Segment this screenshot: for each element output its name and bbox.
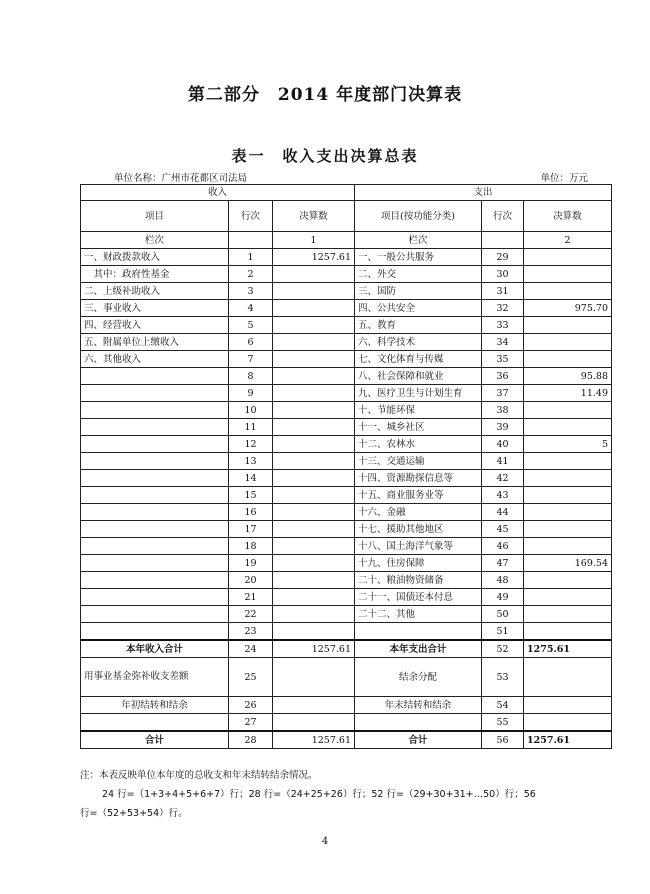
income-item-cell	[81, 521, 229, 538]
income-rowno-cell: 1	[229, 249, 273, 266]
col-blank	[482, 232, 524, 249]
expense-item-cell: 十一、城乡社区	[355, 419, 482, 436]
note-line-1: 注：本表反映单位本年度的总收支和年末结转结余情况。	[80, 770, 318, 781]
income-amount-cell	[273, 334, 355, 351]
expense-item-cell: 本年支出合计	[355, 640, 482, 658]
expense-item-cell: 十九、住房保障	[355, 555, 482, 572]
expense-amount-cell	[524, 453, 612, 470]
income-amount-cell	[273, 436, 355, 453]
expense-amount-cell: 975.70	[524, 300, 612, 317]
table-row	[81, 453, 612, 470]
income-rowno-cell: 21	[229, 589, 273, 606]
income-amount-cell	[273, 368, 355, 385]
income-item-cell: 用事业基金弥补收支差额	[81, 658, 229, 697]
note-line-3: 行=（52+53+54）行。	[80, 808, 188, 819]
income-amount-cell	[273, 385, 355, 402]
income-amount-cell	[273, 572, 355, 589]
table-row	[81, 436, 612, 453]
income-amount-cell	[273, 487, 355, 504]
income-amount-cell	[273, 538, 355, 555]
income-item-cell	[81, 504, 229, 521]
table-row	[81, 300, 612, 317]
table-row	[81, 419, 612, 436]
table-row	[81, 368, 612, 385]
expense-amount-cell	[524, 283, 612, 300]
table-title: 表一 收入支出决算总表	[231, 147, 419, 165]
expense-item-cell: 结余分配	[355, 658, 482, 697]
expense-rowno-cell: 46	[482, 538, 524, 555]
expense-rowno-cell: 42	[482, 470, 524, 487]
col-blank	[229, 232, 273, 249]
expense-rowno-cell: 29	[482, 249, 524, 266]
col-number-2: 2	[524, 232, 612, 249]
income-item-cell: 二、上级补助收入	[81, 283, 229, 300]
blank-row	[81, 714, 612, 732]
income-item-cell: 六、其他收入	[81, 351, 229, 368]
expense-rowno-cell: 45	[482, 521, 524, 538]
table-row	[81, 283, 612, 300]
part-title: 第二部分 2014 年度部门决算表	[187, 85, 463, 105]
expense-rowno-cell: 33	[482, 317, 524, 334]
expense-item-cell: 十、节能环保	[355, 402, 482, 419]
expense-rowno-cell: 47	[482, 555, 524, 572]
expense-rowno-cell: 44	[482, 504, 524, 521]
income-rowno-cell: 20	[229, 572, 273, 589]
expense-item-cell: 六、科学技术	[355, 334, 482, 351]
unit-org: 单位名称：广州市花都区司法局	[114, 173, 248, 184]
table-row	[81, 385, 612, 402]
expense-amount-cell	[524, 249, 612, 266]
expense-rowno-cell: 55	[482, 714, 524, 732]
income-amount-cell	[273, 623, 355, 641]
income-rowno-cell: 8	[229, 368, 273, 385]
expense-item-cell: 九、医疗卫生与计划生育	[355, 385, 482, 402]
income-item-cell	[81, 470, 229, 487]
expense-amount-cell	[524, 521, 612, 538]
income-item-cell: 一、财政拨款收入	[81, 249, 229, 266]
expense-amount-cell	[524, 572, 612, 589]
expense-item-cell: 二十一、国债还本付息	[355, 589, 482, 606]
table-row	[81, 504, 612, 521]
expense-amount-cell	[524, 697, 612, 714]
table-note	[80, 766, 600, 823]
expense-item-cell: 七、文化体育与传媒	[355, 351, 482, 368]
expense-amount-cell: 1257.61	[524, 731, 612, 749]
income-rowno-cell: 25	[229, 658, 273, 697]
expense-item-cell: 八、社会保障和就业	[355, 368, 482, 385]
income-item-cell	[81, 714, 229, 732]
income-rowno-cell: 5	[229, 317, 273, 334]
unit-row	[100, 170, 600, 184]
income-item-cell: 合计	[81, 731, 229, 749]
income-item-cell	[81, 589, 229, 606]
income-amount-cell	[273, 555, 355, 572]
income-amount-cell	[273, 606, 355, 623]
income-rowno-cell: 14	[229, 470, 273, 487]
income-amount-cell: 1257.61	[273, 249, 355, 266]
income-amount-header: 决算数	[273, 201, 355, 232]
income-item-cell: 其中：政府性基金	[81, 266, 229, 283]
income-item-cell: 年初结转和结余	[81, 697, 229, 714]
income-rowno-cell: 17	[229, 521, 273, 538]
table-row	[81, 470, 612, 487]
expense-item-cell: 十二、农林水	[355, 436, 482, 453]
expense-rowno-cell: 41	[482, 453, 524, 470]
expense-amount-cell	[524, 538, 612, 555]
income-amount-cell	[273, 589, 355, 606]
expense-rowno-cell: 31	[482, 283, 524, 300]
income-rowno-cell: 15	[229, 487, 273, 504]
income-item-cell	[81, 368, 229, 385]
income-amount-cell	[273, 714, 355, 732]
expense-item-cell: 年末结转和结余	[355, 697, 482, 714]
table-row	[81, 317, 612, 334]
income-rowno-cell: 19	[229, 555, 273, 572]
income-rowno-cell: 18	[229, 538, 273, 555]
income-item-cell: 三、事业收入	[81, 300, 229, 317]
expense-item-header: 项目(按功能分类)	[355, 201, 482, 232]
expense-rowno-cell: 51	[482, 623, 524, 641]
expense-rowno-cell: 49	[482, 589, 524, 606]
income-rowno-cell: 9	[229, 385, 273, 402]
income-rowno-cell: 16	[229, 504, 273, 521]
income-item-cell	[81, 402, 229, 419]
income-rowno-cell: 24	[229, 640, 273, 658]
income-amount-cell	[273, 470, 355, 487]
income-item-cell	[81, 385, 229, 402]
income-rowno-cell: 28	[229, 731, 273, 749]
income-rowno-header: 行次	[229, 201, 273, 232]
expense-rowno-cell: 43	[482, 487, 524, 504]
income-amount-cell	[273, 697, 355, 714]
expense-rowno-cell: 50	[482, 606, 524, 623]
table-row	[81, 351, 612, 368]
expense-amount-cell: 1275.61	[524, 640, 612, 658]
income-rowno-cell: 3	[229, 283, 273, 300]
group-header-row	[81, 185, 612, 201]
expense-item-cell: 十三、交通运输	[355, 453, 482, 470]
expense-amount-cell: 95.88	[524, 368, 612, 385]
expense-item-cell: 二十二、其他	[355, 606, 482, 623]
income-amount-cell: 1257.61	[273, 640, 355, 658]
income-rowno-cell: 11	[229, 419, 273, 436]
income-item-cell	[81, 436, 229, 453]
expense-amount-cell: 169.54	[524, 555, 612, 572]
expense-item-cell: 一、一般公共服务	[355, 249, 482, 266]
income-item-cell: 本年收入合计	[81, 640, 229, 658]
expense-amount-cell	[524, 623, 612, 641]
income-amount-cell	[273, 317, 355, 334]
income-total-row	[81, 640, 612, 658]
col-label-income: 栏次	[81, 232, 229, 249]
income-amount-cell	[273, 658, 355, 697]
expense-amount-cell	[524, 606, 612, 623]
expense-item-cell: 合计	[355, 731, 482, 749]
income-amount-cell	[273, 266, 355, 283]
income-amount-cell: 1257.61	[273, 731, 355, 749]
income-rowno-cell: 2	[229, 266, 273, 283]
income-rowno-cell: 22	[229, 606, 273, 623]
expense-amount-cell	[524, 317, 612, 334]
income-rowno-cell: 12	[229, 436, 273, 453]
page-number: 4	[321, 836, 329, 847]
income-amount-cell	[273, 283, 355, 300]
table-row	[81, 521, 612, 538]
income-rowno-cell: 13	[229, 453, 273, 470]
expense-item-cell: 十七、援助其他地区	[355, 521, 482, 538]
expense-rowno-cell: 54	[482, 697, 524, 714]
note-line-2: 24 行=（1+3+4+5+6+7）行；28 行=（24+25+26）行；52 行=（29+30+31+…50）行；56	[102, 789, 536, 800]
table-row	[81, 589, 612, 606]
expense-item-cell	[355, 623, 482, 641]
carry-row	[81, 697, 612, 714]
expense-amount-cell	[524, 714, 612, 732]
table-row	[81, 606, 612, 623]
budget-summary-table	[80, 184, 612, 749]
income-amount-cell	[273, 419, 355, 436]
expense-item-cell: 二、外交	[355, 266, 482, 283]
income-rowno-cell: 10	[229, 402, 273, 419]
table-row	[81, 555, 612, 572]
income-amount-cell	[273, 300, 355, 317]
unit-label: 单位：万元	[540, 173, 588, 184]
income-item-header: 项目	[81, 201, 229, 232]
table-row	[81, 334, 612, 351]
expense-rowno-cell: 35	[482, 351, 524, 368]
expense-amount-cell	[524, 334, 612, 351]
expense-amount-cell: 5	[524, 436, 612, 453]
expense-amount-cell: 11.49	[524, 385, 612, 402]
column-number-row	[81, 232, 612, 249]
income-item-cell	[81, 623, 229, 641]
expense-item-cell: 十八、国土海洋气象等	[355, 538, 482, 555]
income-item-cell	[81, 606, 229, 623]
income-rowno-cell: 7	[229, 351, 273, 368]
expense-amount-cell	[524, 487, 612, 504]
expense-item-cell	[355, 714, 482, 732]
expense-rowno-cell: 34	[482, 334, 524, 351]
income-rowno-cell: 4	[229, 300, 273, 317]
income-item-cell	[81, 555, 229, 572]
table-row	[81, 487, 612, 504]
income-item-cell: 四、经营收入	[81, 317, 229, 334]
expense-rowno-cell: 38	[482, 402, 524, 419]
expense-item-cell: 三、国防	[355, 283, 482, 300]
grand-total-row	[81, 731, 612, 749]
expense-rowno-cell: 36	[482, 368, 524, 385]
table-row	[81, 266, 612, 283]
table-row	[81, 402, 612, 419]
income-item-cell	[81, 419, 229, 436]
expense-item-cell: 五、教育	[355, 317, 482, 334]
income-amount-cell	[273, 351, 355, 368]
expense-item-cell: 四、公共安全	[355, 300, 482, 317]
expense-item-cell: 十四、资源勘探信息等	[355, 470, 482, 487]
expense-amount-cell	[524, 351, 612, 368]
table-row	[81, 623, 612, 641]
table-row	[81, 538, 612, 555]
table-row	[81, 572, 612, 589]
expense-rowno-cell: 32	[482, 300, 524, 317]
expense-item-cell: 二十、粮油物资储备	[355, 572, 482, 589]
income-amount-cell	[273, 521, 355, 538]
column-header-row	[81, 201, 612, 232]
expense-amount-header: 决算数	[524, 201, 612, 232]
expense-rowno-header: 行次	[482, 201, 524, 232]
income-item-cell	[81, 572, 229, 589]
expense-group-header: 支出	[355, 185, 612, 201]
income-rowno-cell: 27	[229, 714, 273, 732]
expense-rowno-cell: 48	[482, 572, 524, 589]
expense-amount-cell	[524, 266, 612, 283]
expense-rowno-cell: 53	[482, 658, 524, 697]
expense-rowno-cell: 30	[482, 266, 524, 283]
expense-amount-cell	[524, 504, 612, 521]
income-rowno-cell: 26	[229, 697, 273, 714]
income-group-header: 收入	[81, 185, 355, 201]
col-number-1: 1	[273, 232, 355, 249]
col-label-expense: 栏次	[355, 232, 482, 249]
fund-row	[81, 658, 612, 697]
income-item-cell: 五、附属单位上缴收入	[81, 334, 229, 351]
expense-amount-cell	[524, 419, 612, 436]
expense-amount-cell	[524, 658, 612, 697]
expense-item-cell: 十五、商业服务业等	[355, 487, 482, 504]
income-rowno-cell: 23	[229, 623, 273, 641]
expense-amount-cell	[524, 402, 612, 419]
table-row	[81, 249, 612, 266]
expense-amount-cell	[524, 589, 612, 606]
income-item-cell	[81, 453, 229, 470]
expense-rowno-cell: 39	[482, 419, 524, 436]
income-item-cell	[81, 487, 229, 504]
expense-rowno-cell: 40	[482, 436, 524, 453]
income-amount-cell	[273, 504, 355, 521]
income-amount-cell	[273, 453, 355, 470]
expense-amount-cell	[524, 470, 612, 487]
expense-rowno-cell: 37	[482, 385, 524, 402]
income-item-cell	[81, 538, 229, 555]
income-amount-cell	[273, 402, 355, 419]
expense-rowno-cell: 52	[482, 640, 524, 658]
income-rowno-cell: 6	[229, 334, 273, 351]
expense-rowno-cell: 56	[482, 731, 524, 749]
expense-item-cell: 十六、金融	[355, 504, 482, 521]
